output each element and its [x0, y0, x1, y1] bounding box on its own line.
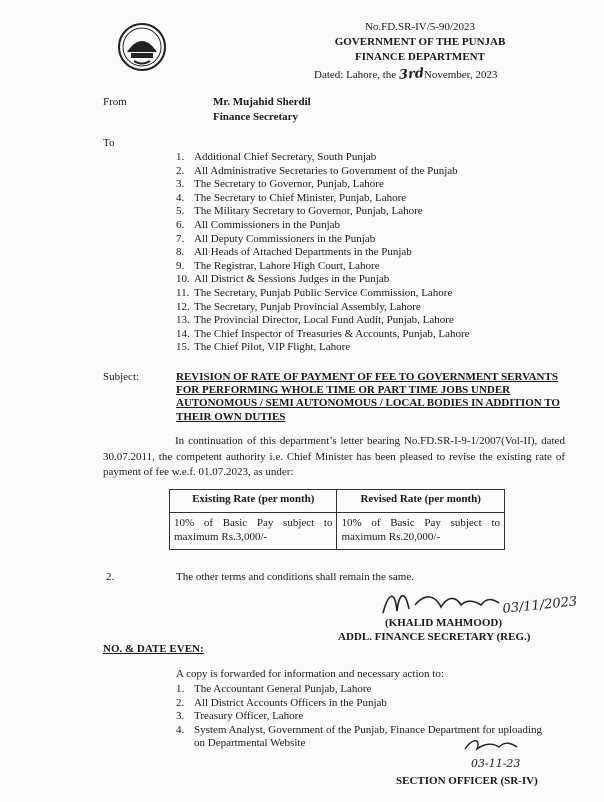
list-item: 15. The Chief Pilot, VIP Flight, Lahore [176, 341, 351, 354]
subject-label: Subject: [103, 371, 140, 383]
from-label: From [103, 96, 127, 108]
dated-day-handwritten: 3rd [398, 66, 425, 83]
table-header-revised: Revised Rate (per month) [337, 490, 505, 513]
signatory-title: ADDL. FINANCE SECRETARY (REG.) [338, 631, 531, 643]
list-item: 1. The Accountant General Punjab, Lahore [176, 683, 372, 695]
list-item: 9. The Registrar, Lahore High Court, Lahore [176, 259, 380, 272]
section-officer: SECTION OFFICER (SR-IV) [396, 775, 538, 787]
list-item: 10. All District & Sessions Judges in the Punjab [176, 273, 390, 286]
list-item: 13. The Provincial Director, Local Fund Audit, Punjab, Lahore [176, 314, 454, 327]
list-item: 11. The Secretary, Punjab Public Service Commission, Lahore [176, 286, 453, 299]
initials-date: 03-11-23 [471, 757, 521, 770]
list-item: 3. Treasury Officer, Lahore [176, 710, 304, 723]
rate-table [169, 489, 505, 550]
paragraph-2-number: 2. [106, 571, 115, 583]
sender-name: Mr. Mujahid Sherdil [213, 96, 311, 108]
list-item: 4. The Secretary to Chief Minister, Punjab, Lahore [176, 191, 407, 204]
paragraph-1: In continuation of this department’s letter bearing No.FD.SR-I-9-1/2007(Vol-II), dated 30.07.2011, the competent authority i.e. Chief Minister has been pleased to revise the existing rate of payment of fee w.e.f. 01.07.2023, as under: [103, 435, 565, 478]
recipients-list [176, 151, 470, 355]
to-label: To [103, 137, 115, 149]
table-cell-existing: 10% of Basic Pay subject to maximum Rs.3,000/- [170, 513, 337, 550]
list-item: 4. System Analyst, Government of the Punjab, Finance Department for uploading on Departmental Website [176, 723, 542, 750]
list-item: 1. Additional Chief Secretary, South Punjab [176, 151, 377, 163]
list-item: 2. All Administrative Secretaries to Government of the Punjab [176, 164, 458, 177]
signatory-name: (KHALID MAHMOOD) [385, 617, 503, 629]
punjab-government-logo [117, 22, 167, 72]
list-item: 3. The Secretary to Governor, Punjab, Lahore [176, 178, 384, 191]
endorsement-intro: A copy is forwarded for information and necessary action to: [176, 668, 444, 680]
list-item: 7. All Deputy Commissioners in the Punjab [176, 232, 376, 245]
dated-suffix: November, 2023 [423, 69, 498, 81]
department-title: FINANCE DEPARTMENT [355, 51, 485, 63]
initials-signature [455, 735, 535, 773]
list-item: 6. All Commissioners in the Punjab [176, 218, 341, 231]
list-item: 12. The Secretary, Punjab Provincial Assembly, Lahore [176, 300, 421, 313]
government-title: GOVERNMENT OF THE PUNJAB [334, 36, 506, 48]
signature-date: 03/11/2023 [501, 594, 578, 617]
list-item: 2. All District Accounts Officers in the Punjab [176, 696, 387, 709]
table-cell-revised: 10% of Basic Pay subject to maximum Rs.20,000/- [337, 513, 505, 550]
reference-number: No.FD.SR-IV/5-90/2023 [364, 21, 475, 33]
sender-title: Finance Secretary [213, 111, 299, 123]
list-item: 5. The Military Secretary to Governor, Punjab, Lahore [176, 205, 423, 218]
dated-prefix: Dated: Lahore, the [314, 69, 397, 81]
table-row [170, 513, 505, 550]
dated-line [314, 67, 497, 82]
subject-text: REVISION OF RATE OF PAYMENT OF FEE TO GOVERNMENT SERVANTS FOR PERFORMING WHOLE TIME OR PART TIME JOBS UNDER AUTONOMOUS / SEMI AUTONOMOUS / LOCAL BODIES IN ADDITION TO THEIR OWN DUTIES [176, 371, 560, 423]
endorsement-heading: NO. & DATE EVEN: [103, 643, 204, 655]
table-header-existing: Existing Rate (per month) [170, 490, 337, 513]
list-item: 8. All Heads of Attached Departments in the Punjab [176, 246, 412, 259]
list-item: 14. The Chief Inspector of Treasuries & Accounts, Punjab, Lahore [176, 327, 470, 340]
paragraph-2: The other terms and conditions shall remain the same. [176, 571, 414, 583]
